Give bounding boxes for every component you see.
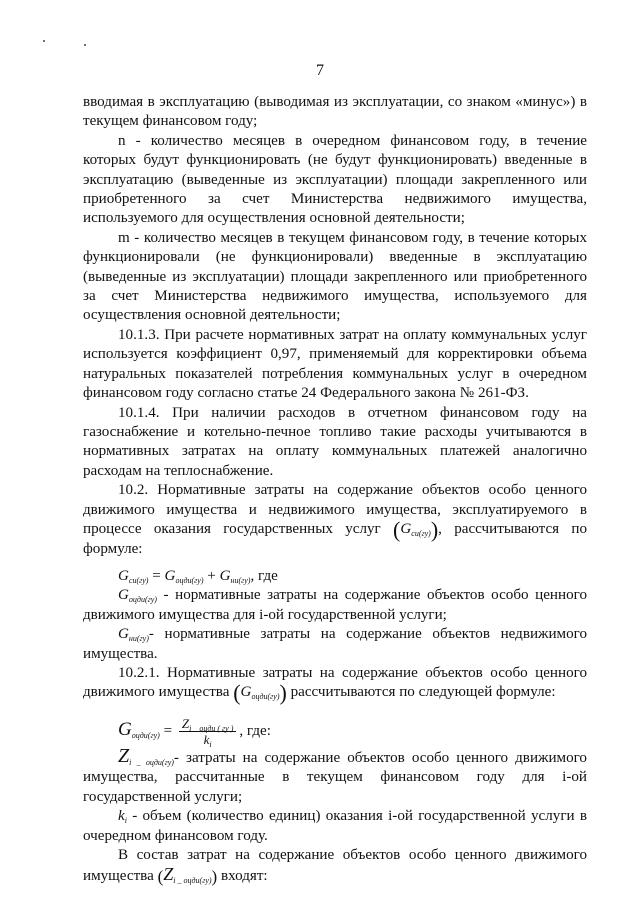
formula-total-maintenance: $G_{си(гу)} = G_{оцди(гу)} + G_{ни(гу)}$, где (118, 567, 278, 585)
paragraph-10-2-tail: , рассчитываются по формуле: (83, 521, 587, 557)
paragraph-g-ni-definition: $G_{ни(гу)}-$ нормативные затраты на содержание объектов недвижимого имущества. (83, 626, 587, 662)
document-body (83, 93, 587, 887)
symbol-g: G (400, 521, 412, 538)
subscript-su-gu: си(гу) (411, 529, 431, 539)
paragraph-10-2: 10.2. Нормативные затраты на содержание объектов особо ценного движимого имущества и недвижимого имущества, эксплуатируемого в процессе оказания государственных услуг $(G_{си(гу)})$, рассчитываются по формуле: (83, 482, 587, 557)
page-number: 7 (316, 62, 324, 79)
paragraph-10-1-4: 10.1.4. При наличии расходов в отчетном финансовом году на газоснабжение и котельно-печное топливо такие расходы учитываются в нормативных затратах на оплату коммунальных платежей аналогично расходам на теплоснабжение. (83, 404, 587, 479)
paragraph-10-2-1: 10.2.1. Нормативные затраты на содержание объектов особо ценного движимого имущества $(G_{оцди(гу)})$ рассчитываются по следующей формуле: (83, 664, 587, 706)
paragraph-z-definition: $Z_{i \_ оцди(гу)}-$ затраты на содержание объектов особо ценного движимого имущества, рассчитанные в текущем финансовом году для i-ой государственной услуги; (83, 744, 587, 805)
formula-valuable-movable: $G_{оцди(гу)}$ = $\frac{Z_{i \_ оцди ( гу )}}{k_i}$ , где: (118, 715, 271, 749)
paragraph-10-1-3: 10.1.3. При расчете нормативных затрат на оплату коммунальных услуг используется коэффициент 0,97, применяемый для корректировки объема натуральных показателей потребления коммунальных услуг в очередном финансовом году согласно статье 24 Федерального закона № 261-ФЗ. (83, 326, 587, 402)
paragraph-composition: В состав затрат на содержание объектов особо ценного движимого имущества $(Z_{i \_ оцди(гу)})$ входят: (83, 846, 587, 887)
scan-speck (43, 40, 45, 42)
paragraph-m-definition: m - количество месяцев в текущем финансовом году, в течение которых функционировали (не функционировали) введенные в эксплуатацию (выведенные из эксплуатации) площади закрепленного или приобретенного за счет Министерства недвижимого имущества, используемого для осуществления основной деятельности; (83, 229, 587, 324)
paragraph-g-ondu-definition: $G_{оцди(гу)}$ - нормативные затраты на содержание объектов особо ценного движимого имущества для i-ой государственной услуги; (83, 587, 587, 623)
paragraph-k-definition: $k_i$ - объем (количество единиц) оказания i-ой государственной услуги в очередном финансовом году. (83, 808, 587, 844)
scan-speck (84, 44, 86, 46)
paragraph-intro-continuation: вводимая в эксплуатацию (выводимая из эксплуатации, со знаком «минус») в текущем финансовом году; (83, 94, 587, 130)
formula-fraction: $\frac{Z_{i \_ оцди ( гу )}}{k_i}$ (179, 716, 237, 747)
paragraph-10-2-text: 10.2. Нормативные затраты на содержание объектов особо ценного движимого имущества и недвижимого имущества, эксплуатируемого в процессе оказания государственных услуг (83, 482, 587, 538)
paragraph-n-definition: n - количество месяцев в очередном финансовом году, в течение которых будут функционировать (не будут функционировать) введенные в эксплуатацию (выведенные из эксплуатации) площади закрепленного или приобретенного за счет Министерства недвижимого имущества, используемого для осуществления основной деятельности; (83, 132, 587, 227)
